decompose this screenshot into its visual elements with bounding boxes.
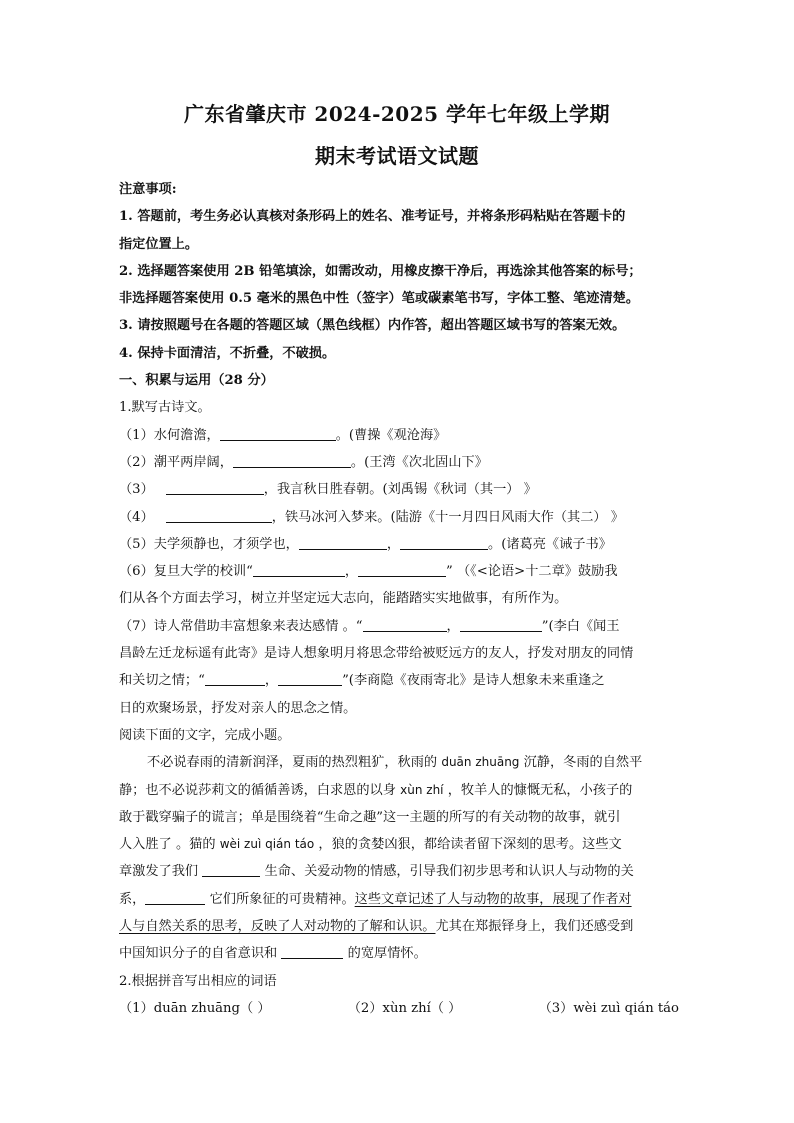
q1-4-text-a: （4） [119, 509, 154, 525]
note-2b: 非选择题答案使用 0.5 毫米的黑色中性（签字）笔或碳素笔书写，字体工整、笔迹清楚。 [119, 291, 640, 307]
q1-2-text-a: （2）潮平两岸阔， [119, 454, 233, 470]
question-1-7-cont-3: 日的欢聚场景，抒发对亲人的思念之情。 [119, 700, 357, 716]
q2-part-3[interactable]: （3）wèi zuì qián táo [538, 1000, 679, 1016]
passage-text: 沉静，冬雨的自然平 [519, 755, 643, 771]
answer-blank[interactable] [363, 617, 447, 632]
answer-blank[interactable] [281, 944, 343, 959]
question-2: 2.根据拼音写出相应的词语 [119, 973, 277, 989]
section-1-heading: 一、积累与运用（28 分） [119, 373, 274, 389]
passage-line-6 [119, 886, 679, 913]
question-1-2 [119, 449, 679, 476]
note-1a: 1. 答题前，考生务必认真核对条形码上的姓名、准考证号，并将条形码粘贴在答题卡的 [119, 209, 626, 225]
question-1-7 [119, 613, 679, 640]
question-1-4 [119, 504, 679, 531]
pinyin: xùn zhí [400, 782, 444, 797]
passage-text: 人入胜了 。猫的 [119, 837, 220, 853]
answer-blank[interactable] [233, 453, 351, 468]
passage-line-8 [119, 940, 679, 967]
passage-text: ，狼的贪婪凶狠，都给读者留下深刻的思考。这些文 [314, 837, 622, 853]
pinyin: duān zhuāng [441, 755, 520, 770]
title-line-1: 广东省肇庆市 2024-2025 学年七年级上学期 [183, 102, 611, 126]
underlined-sentence: 这些文章记述了人与动物的故事，展现了作者对 [354, 891, 632, 907]
answer-blank[interactable] [205, 671, 265, 686]
question-1-6 [119, 558, 679, 585]
passage-text: 生命、关爱动物的情感，引导我们初步思考和认识人与动物的关 [260, 864, 634, 880]
answer-blank[interactable] [145, 890, 205, 905]
answer-blank[interactable] [278, 671, 342, 686]
answer-blank[interactable] [358, 562, 446, 577]
note-1b: 指定位置上。 [119, 236, 199, 252]
question-1: 1.默写古诗文。 [119, 400, 211, 416]
q1-1-text-b: 。(曹操《观沧海》 [335, 427, 447, 443]
underlined-sentence: 人与自然关系的思考，反映了人对动物的了解和认识。 [119, 919, 436, 935]
q2-part-2[interactable]: （2）xùn zhí（ ） [347, 1000, 462, 1016]
notes-heading: 注意事项: [119, 182, 177, 197]
answer-blank[interactable] [166, 508, 272, 523]
q1-6-text-c: ” （《<论语>十二章》鼓励我 [446, 564, 618, 580]
question-1-6-cont: 们从各个方面去学习，树立并坚定远大志向，能踏踏实实地做事，有所作为。 [119, 591, 568, 607]
answer-blank[interactable] [460, 617, 542, 632]
question-1-1 [119, 422, 679, 449]
question-2-parts [119, 995, 679, 1022]
passage-text: ，牧羊人的慷慨无私，小孩子的 [443, 782, 633, 798]
passage-text: 不必说春雨的清新润泽，夏雨的热烈粗犷，秋雨的 [147, 755, 442, 771]
q1-5-text-a: （5）夫学须静也，才须学也， [119, 536, 299, 552]
q1-7-text-e: 和关切之情；“ [119, 673, 205, 689]
answer-blank[interactable] [253, 562, 345, 577]
answer-blank[interactable] [166, 480, 264, 495]
passage-line-5 [119, 858, 679, 885]
note-4: 4. 保持卡面清洁，不折叠，不破损。 [119, 345, 336, 361]
q1-5-text-b: ， [386, 536, 401, 552]
q1-7-text-c: ”(李白《闻王 [541, 618, 620, 634]
q1-2-text-b: 。(王湾《次北固山下》 [350, 454, 488, 470]
passage-text: 章激发了我们 [119, 864, 203, 880]
q1-5-text-c: 。(诸葛亮《诫子书》 [488, 536, 612, 552]
q1-1-text-a: （1）水何澹澹， [119, 427, 220, 443]
q1-7-text-a: （7）诗人常借助丰富想象来表达感情 。“ [119, 618, 363, 634]
answer-blank[interactable] [299, 535, 387, 550]
passage-text: 尤其在郑振铎身上，我们还感受到 [435, 919, 634, 935]
reading-intro: 阅读下面的文字，完成小题。 [119, 727, 291, 743]
answer-blank[interactable] [400, 535, 488, 550]
answer-blank[interactable] [202, 862, 260, 877]
pinyin: wèi zuì qián táo [219, 837, 315, 852]
q2-part-1[interactable]: （1）duān zhuāng（ ） [119, 1000, 271, 1016]
exam-content [119, 176, 679, 1022]
passage-line-7 [119, 913, 679, 940]
q1-3-text-b: ，我言秋日胜春朝。(刘禹锡《秋词（其一） 》 [263, 482, 537, 498]
question-1-5 [119, 531, 679, 558]
note-2a: 2. 选择题答案使用 2B 铅笔填涂，如需改动，用橡皮擦干净后，再选涂其他答案的标号； [119, 263, 642, 279]
question-1-7-cont-2 [119, 667, 679, 694]
q1-7-text-f: ， [264, 673, 279, 689]
passage-line-2 [119, 777, 679, 804]
passage-text: 的宽厚情怀。 [343, 946, 427, 962]
answer-blank[interactable] [220, 426, 336, 441]
q1-6-text-a: （6）复旦大学的校训“ [119, 564, 253, 580]
question-1-7-cont-1: 昌龄左迁龙标遥有此寄》是诗人想象明月将思念带给被贬远方的友人，抒发对朋友的同情 [119, 646, 634, 662]
passage-text: 系， [119, 891, 146, 907]
title-line-2: 期末考试语文试题 [315, 144, 479, 168]
passage-text: 静；也不必说莎莉文的循循善诱，白求恩的以身 [119, 782, 401, 798]
q1-7-text-b: ， [446, 618, 460, 634]
passage-line-4 [119, 831, 679, 858]
passage-line-3: 敢于戳穿骗子的谎言；单是围绕着“生命之趣”这一主题的所写的有关动物的故事，就引 [119, 809, 621, 825]
q1-3-text-a: （3） [119, 482, 154, 498]
question-1-3 [119, 476, 679, 503]
passage-text: 中国知识分子的自省意识和 [119, 946, 282, 962]
passage-text: 它们所象征的可贵精神。 [205, 891, 355, 907]
passage-line-1 [119, 749, 679, 776]
q1-4-text-b: ，铁马冰河入梦来。(陆游《十一月四日风雨大作（其二） 》 [271, 509, 624, 525]
q1-6-text-b: ， [344, 564, 359, 580]
note-3: 3. 请按照题号在各题的答题区域（黑色线框）内作答，超出答题区域书写的答案无效。 [119, 318, 626, 334]
q1-7-text-g: ”(李商隐《夜雨寄北》是诗人想象未来重逢之 [342, 673, 605, 689]
